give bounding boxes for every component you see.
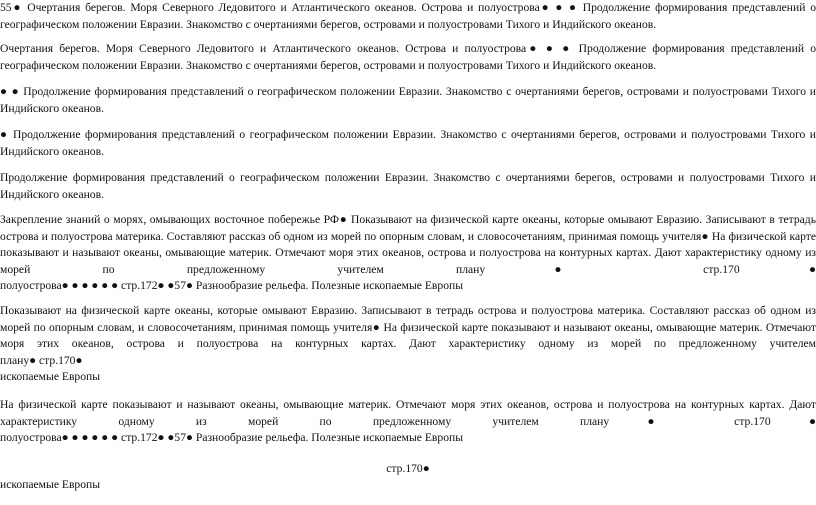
text-line: плану● стр.170● <box>0 353 83 367</box>
paragraph-3 <box>0 84 816 117</box>
text-line: характеристику одному из морей по предложенному учителем плану● стр.170● <box>0 414 816 428</box>
text-line: географическом положении Евразии. Знакомство с очертаниями берегов, островами и полуостровами Тихого и Индийского океанов. <box>0 58 657 72</box>
text-line: морей по опорным словам, и словосочетаниям, принимая помощь учителя● На физической карте показывают и называют океаны, омывающие материк. Отмечают <box>0 320 816 334</box>
paragraph-7 <box>0 303 816 386</box>
text-line: полуострова● ● ● ● ● ● стр.172● ●57● Разнообразие рельефа. Полезные ископаемые Европы <box>0 279 463 292</box>
text-line: острова и полуострова материка. Составляют рассказ об одном из морей по опорным словам, и словосочетаниям, принимая помощь учителя● На физической карте <box>0 229 816 243</box>
text-line: Показывают на физической карте океаны, которые омывают Евразию. Записывают в тетрадь острова и полуострова материка. Составляют рассказ об одном из <box>0 304 816 317</box>
paragraph-6 <box>0 212 816 295</box>
paragraph-2 <box>0 41 816 74</box>
text-line: географическом положении Евразии. Знакомство с очертаниями берегов, островами и полуостровами Тихого и Индийского океанов. <box>0 17 657 31</box>
text-line: показывают и называют океаны, омывающие материк. Отмечают моря этих океанов, острова и полуострова на контурных картах. Дают характеристику одному из <box>0 246 816 259</box>
text-line: моря этих океанов, острова и полуострова на контурных картах. Дают характеристику одному из морей по предложенному учителем <box>0 337 816 350</box>
text-line: полуострова● ● ● ● ● ● стр.172● ●57● Разнообразие рельефа. Полезные ископаемые Европы <box>0 431 463 444</box>
text-line: ● Продолжение формирования представлений о географическом положении Евразии. Знакомство с очертаниями берегов, островами и полуостровами Тихого и <box>0 128 816 141</box>
text-line: Индийского океанов. <box>0 187 104 201</box>
text-line: морей по предложенному учителем плану● стр.170● <box>0 262 816 276</box>
paragraph-10 <box>0 477 816 494</box>
centered-page-ref <box>0 461 816 478</box>
text-line: стр.170● <box>386 462 430 475</box>
text-line: ● ● Продолжение формирования представлений о географическом положении Евразии. Знакомство с очертаниями берегов, островами и полуостровами Тихого и <box>0 85 816 98</box>
text-line: ископаемые Европы <box>0 370 101 383</box>
paragraph-5 <box>0 170 816 203</box>
text-line: 55● Очертания берегов. Моря Северного Ледовитого и Атлантического океанов. Острова и полуострова● ● ● Продолжение формирования представлений о <box>0 1 816 14</box>
paragraph-4 <box>0 127 816 160</box>
text-line: Закрепление знаний о морях, омывающих восточное побережье РФ● Показывают на физической карте океаны, которые омывают Евразию. Записывают в тетрадь <box>0 213 816 226</box>
paragraph-8 <box>0 397 816 447</box>
text-line: Индийского океанов. <box>0 101 104 115</box>
paragraph-1 <box>0 0 816 33</box>
text-line: Индийского океанов. <box>0 144 104 158</box>
text-line: Продолжение формирования представлений о географическом положении Евразии. Знакомство с очертаниями берегов, островами и полуостровами Тихого и <box>0 171 816 184</box>
text-line: ископаемые Европы <box>0 478 101 491</box>
text-line: На физической карте показывают и называют океаны, омывающие материк. Отмечают моря этих океанов, острова и полуострова на контурных картах. Дают <box>0 398 816 411</box>
text-line: Очертания берегов. Моря Северного Ледовитого и Атлантического океанов. Острова и полуострова● ● ● Продолжение формирования представлений о <box>0 42 816 55</box>
